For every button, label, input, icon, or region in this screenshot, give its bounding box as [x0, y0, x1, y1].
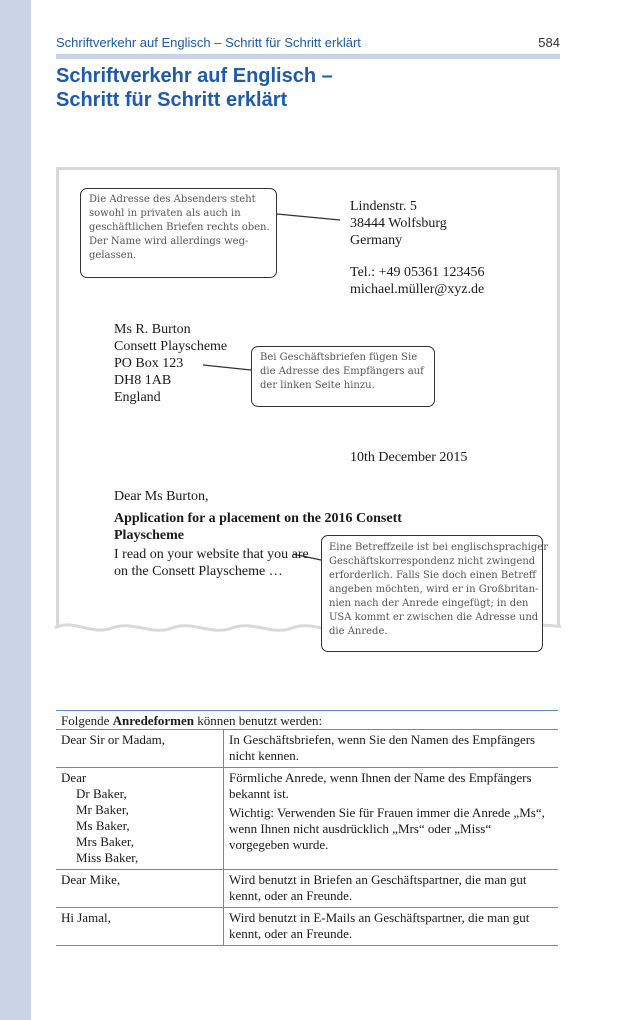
sender-email: michael.müller@xyz.de [350, 282, 485, 297]
running-title: Schriftverkehr auf Englisch – Schritt für Schritt erklärt [56, 35, 361, 50]
table-cell-salutation: Hi Jamal, [56, 908, 224, 945]
salutation: Dear Ms Burton, [114, 489, 209, 504]
table-caption: Folgende Anredeformen können benutzt werden: [56, 710, 558, 730]
sender-address: Lindenstr. 5 38444 Wolfsburg Germany [350, 199, 447, 248]
table-cell-usage: Wird benutzt in Briefen an Geschäftspartner, die man gut kennt, oder an Freunde. [229, 872, 527, 903]
page-title-line-1: Schriftverkehr auf Englisch – [56, 65, 333, 87]
callout-subject-line: Eine Betreffzeile ist bei englischsprachiger Geschäftskorrespondenz nicht zwingend erforderlich. Falls Sie doch einen Betreff angeben möchten, wird er in Großbritan- nien nach der Anrede eingefügt; in den USA kommt er zwischen die Adresse und die Anrede. [321, 535, 543, 652]
callout-recipient-address: Bei Geschäftsbriefen fügen Sie die Adresse des Empfängers auf der linken Seite hinzu. [251, 346, 435, 407]
subject-line: Application for a placement on the 2016 Consett Playscheme [114, 511, 402, 543]
table-cell-usage: Wird benutzt in E-Mails an Geschäftspartner, die man gut kennt, oder an Freunde. [229, 910, 530, 941]
callout-sender-address: Die Adresse des Absenders steht sowohl in privaten als auch in geschäftlichen Briefen rechts oben. Der Name wird allerdings weg- gelassen. [80, 188, 277, 278]
page-title-line-2: Schritt für Schritt erklärt [56, 89, 288, 111]
table-cell-salutation: Dear Sir or Madam, [56, 730, 224, 767]
letter-body: I read on your website that you are on the Consett Playscheme … [114, 547, 309, 579]
table-cell-usage: In Geschäftsbriefen, wenn Sie den Namen des Empfängers nicht kennen. [229, 732, 536, 763]
page-number: 584 [538, 35, 560, 50]
table-cell-salutation: Dear Mike, [56, 870, 224, 907]
salutation-table [56, 710, 558, 946]
sender-contact [350, 264, 484, 298]
table-row [56, 870, 558, 908]
sender-phone: Tel.: +49 05361 123456 [350, 265, 485, 280]
recipient-address: Ms R. Burton Consett Playscheme PO Box 123 DH8 1AB England [114, 322, 228, 405]
table-cell-usage: Förmliche Anrede, wenn Ihnen der Name des Empfängers bekannt ist. Wichtig: Verwenden Sie für Frauen immer die Anrede „Ms“, wenn Ihnen nicht ausdrücklich „Mrs“ oder „Miss“ vorgegeben wurde. [229, 770, 545, 852]
table-cell-salutation: Dear Dr Baker, Mr Baker, Ms Baker, Mrs Baker, Miss Baker, [56, 768, 224, 869]
table-row [56, 730, 558, 768]
table-row [56, 908, 558, 946]
table-row [56, 768, 558, 870]
letter-date: 10th December 2015 [350, 450, 468, 465]
